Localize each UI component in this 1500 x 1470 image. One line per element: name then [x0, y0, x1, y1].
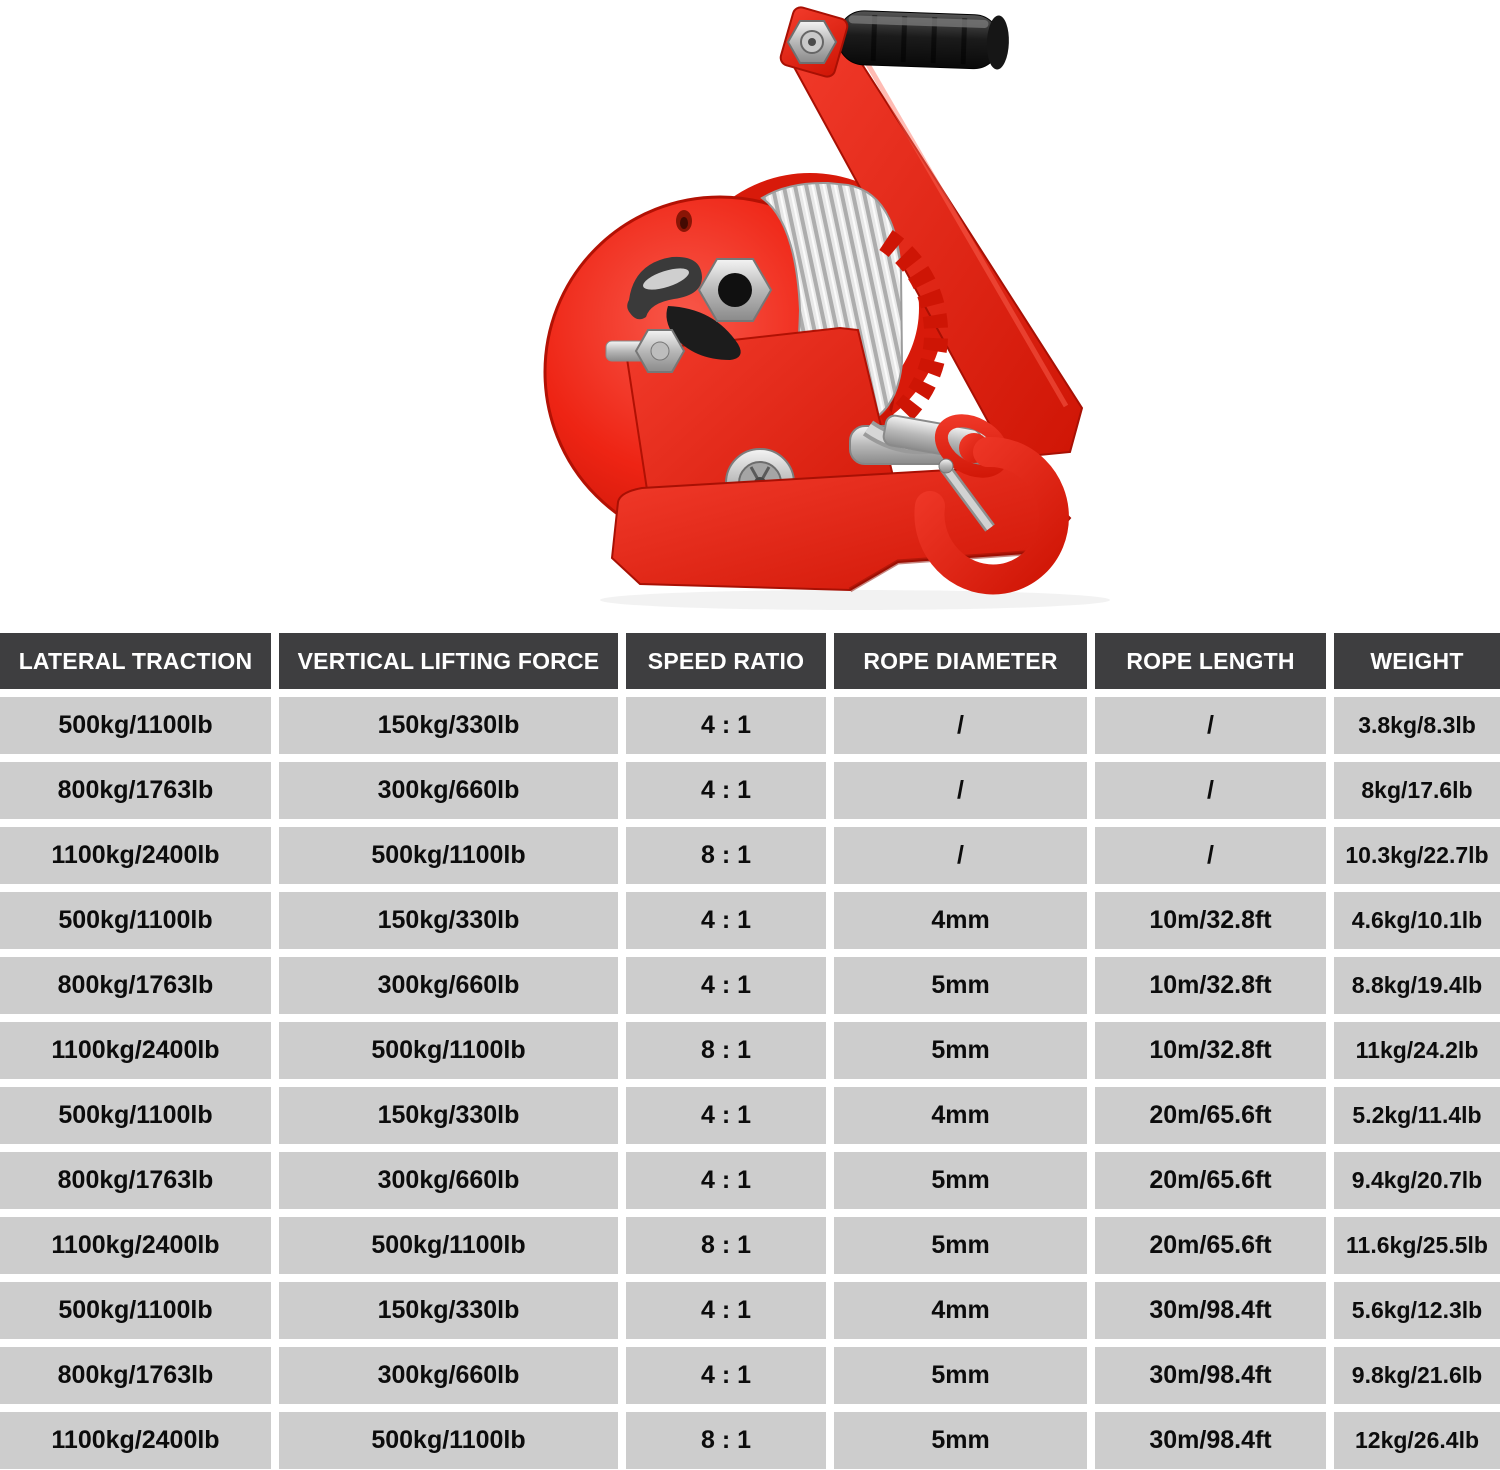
table-cell: 1100kg/2400lb: [0, 1022, 271, 1079]
table-cell: /: [1095, 827, 1326, 884]
table-cell: 8 : 1: [626, 1022, 826, 1079]
header-cell: ROPE DIAMETER: [834, 633, 1087, 689]
table-cell: 500kg/1100lb: [279, 1412, 618, 1469]
table-cell: 4 : 1: [626, 1087, 826, 1144]
table-cell: 4 : 1: [626, 892, 826, 949]
table-cell: 9.4kg/20.7lb: [1334, 1152, 1500, 1209]
latch-pivot: [939, 459, 953, 473]
table-cell: 4 : 1: [626, 1347, 826, 1404]
table-cell: 5mm: [834, 1412, 1087, 1469]
table-cell: 300kg/660lb: [279, 957, 618, 1014]
table-cell: 5mm: [834, 1347, 1087, 1404]
table-cell: 4 : 1: [626, 697, 826, 754]
table-cell: 300kg/660lb: [279, 762, 618, 819]
table-cell: 8 : 1: [626, 827, 826, 884]
table-cell: 500kg/1100lb: [0, 1087, 271, 1144]
header-cell: LATERAL TRACTION: [0, 633, 271, 689]
table-cell: 8 : 1: [626, 1412, 826, 1469]
table-cell: 5mm: [834, 957, 1087, 1014]
table-cell: 500kg/1100lb: [0, 1282, 271, 1339]
table-cell: 4.6kg/10.1lb: [1334, 892, 1500, 949]
table-cell: 5mm: [834, 1152, 1087, 1209]
table-cell: 150kg/330lb: [279, 1282, 618, 1339]
table-cell: 4 : 1: [626, 762, 826, 819]
table-cell: 500kg/1100lb: [279, 1217, 618, 1274]
table-cell: 500kg/1100lb: [279, 827, 618, 884]
table-cell: 20m/65.6ft: [1095, 1217, 1326, 1274]
table-cell: 500kg/1100lb: [0, 697, 271, 754]
header-cell: SPEED RATIO: [626, 633, 826, 689]
table-cell: 500kg/1100lb: [279, 1022, 618, 1079]
table-cell: 1100kg/2400lb: [0, 827, 271, 884]
table-cell: 800kg/1763lb: [0, 1347, 271, 1404]
table-cell: 12kg/26.4lb: [1334, 1412, 1500, 1469]
table-cell: 4mm: [834, 1087, 1087, 1144]
hand-winch-product-image: [0, 0, 1500, 633]
plate-hole-inner: [680, 217, 688, 229]
table-cell: 5mm: [834, 1217, 1087, 1274]
product-shadow: [600, 590, 1110, 610]
table-cell: 4mm: [834, 892, 1087, 949]
table-cell: 20m/65.6ft: [1095, 1152, 1326, 1209]
table-cell: 4 : 1: [626, 1152, 826, 1209]
table-cell: 9.8kg/21.6lb: [1334, 1347, 1500, 1404]
table-cell: 10m/32.8ft: [1095, 892, 1326, 949]
table-cell: 150kg/330lb: [279, 892, 618, 949]
table-cell: /: [834, 762, 1087, 819]
table-cell: 20m/65.6ft: [1095, 1087, 1326, 1144]
table-cell: 10m/32.8ft: [1095, 1022, 1326, 1079]
table-cell: 800kg/1763lb: [0, 957, 271, 1014]
table-cell: 4 : 1: [626, 1282, 826, 1339]
table-cell: 500kg/1100lb: [0, 892, 271, 949]
winch-handle: [779, 5, 1010, 78]
table-cell: 30m/98.4ft: [1095, 1282, 1326, 1339]
header-cell: WEIGHT: [1334, 633, 1500, 689]
table-cell: 11.6kg/25.5lb: [1334, 1217, 1500, 1274]
table-cell: 11kg/24.2lb: [1334, 1022, 1500, 1079]
product-image-area: [0, 0, 1500, 633]
table-cell: 800kg/1763lb: [0, 762, 271, 819]
table-cell: /: [1095, 762, 1326, 819]
table-cell: /: [834, 697, 1087, 754]
table-cell: 8 : 1: [626, 1217, 826, 1274]
table-cell: 1100kg/2400lb: [0, 1217, 271, 1274]
table-cell: 8.8kg/19.4lb: [1334, 957, 1500, 1014]
table-cell: 300kg/660lb: [279, 1347, 618, 1404]
table-cell: 8kg/17.6lb: [1334, 762, 1500, 819]
table-cell: 4 : 1: [626, 957, 826, 1014]
table-cell: 300kg/660lb: [279, 1152, 618, 1209]
table-cell: 5.2kg/11.4lb: [1334, 1087, 1500, 1144]
header-cell: VERTICAL LIFTING FORCE: [279, 633, 618, 689]
table-cell: 4mm: [834, 1282, 1087, 1339]
table-cell: 30m/98.4ft: [1095, 1347, 1326, 1404]
table-cell: /: [834, 827, 1087, 884]
table-cell: 10m/32.8ft: [1095, 957, 1326, 1014]
table-cell: 3.8kg/8.3lb: [1334, 697, 1500, 754]
table-cell: 150kg/330lb: [279, 1087, 618, 1144]
spec-table: [0, 633, 1500, 1469]
table-cell: 800kg/1763lb: [0, 1152, 271, 1209]
table-cell: /: [1095, 697, 1326, 754]
pivot-bolt-center: [808, 38, 816, 46]
hex-nut-center: [718, 273, 752, 307]
hex-bolt-center: [651, 342, 669, 360]
header-cell: ROPE LENGTH: [1095, 633, 1326, 689]
table-cell: 30m/98.4ft: [1095, 1412, 1326, 1469]
table-cell: 150kg/330lb: [279, 697, 618, 754]
table-cell: 5.6kg/12.3lb: [1334, 1282, 1500, 1339]
table-cell: 5mm: [834, 1022, 1087, 1079]
table-cell: 10.3kg/22.7lb: [1334, 827, 1500, 884]
table-cell: 1100kg/2400lb: [0, 1412, 271, 1469]
